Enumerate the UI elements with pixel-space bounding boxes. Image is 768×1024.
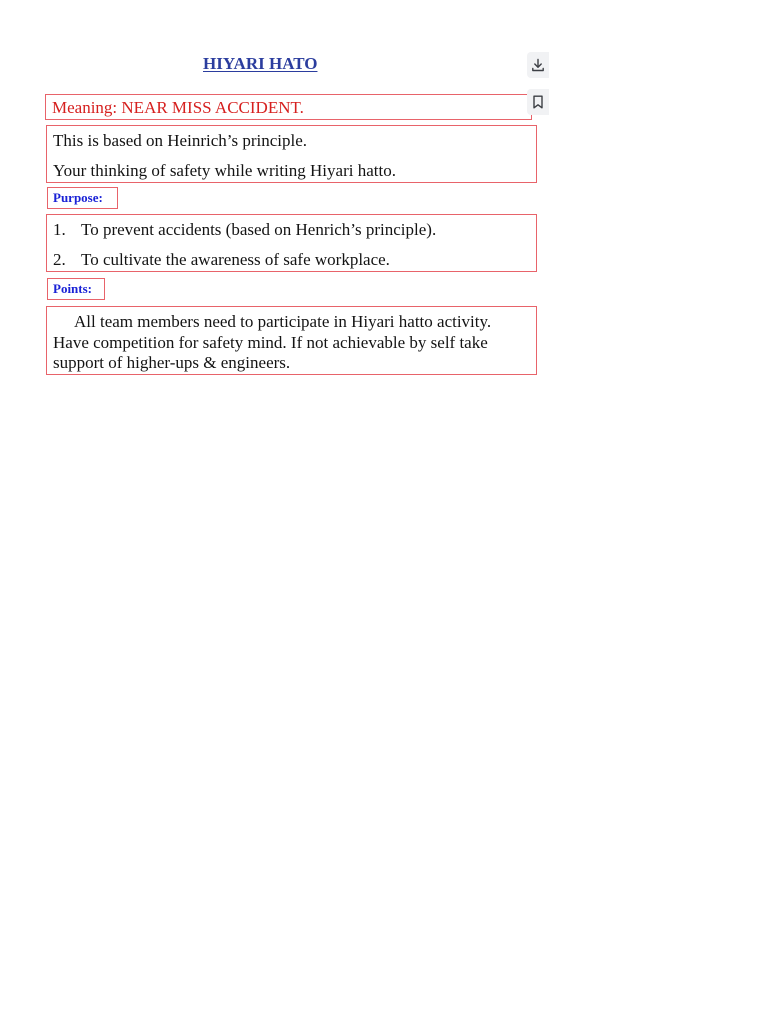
bookmark-icon	[532, 95, 544, 109]
points-heading: Points:	[47, 278, 105, 300]
purpose-heading: Purpose:	[47, 187, 118, 209]
purpose-item-text: To prevent accidents (based on Henrich’s principle).	[81, 220, 437, 239]
download-button[interactable]	[527, 52, 549, 78]
basis-line: Your thinking of safety while writing Hiyari hatto.	[53, 161, 396, 180]
purpose-item	[53, 219, 530, 240]
purpose-item-number: 2.	[53, 250, 66, 269]
download-icon	[531, 58, 545, 72]
points-box	[46, 306, 537, 375]
basis-box	[46, 125, 537, 183]
purpose-item-number: 1.	[53, 220, 66, 239]
meaning-label: Meaning:	[52, 98, 118, 117]
bookmark-button[interactable]	[527, 89, 549, 115]
meaning-value: NEAR MISS ACCIDENT.	[121, 98, 304, 117]
purpose-list	[46, 214, 537, 272]
purpose-item-text: To cultivate the awareness of safe workplace.	[81, 250, 390, 269]
points-text: All team members need to participate in Hiyari hatto activity. Have competition for safety mind. If not achievable by self take support of higher-ups & engineers.	[53, 312, 492, 372]
purpose-item	[53, 249, 530, 270]
basis-line: This is based on Heinrich’s principle.	[53, 131, 308, 150]
page-title: HIYARI HATO	[203, 54, 318, 73]
meaning-box	[45, 94, 532, 120]
